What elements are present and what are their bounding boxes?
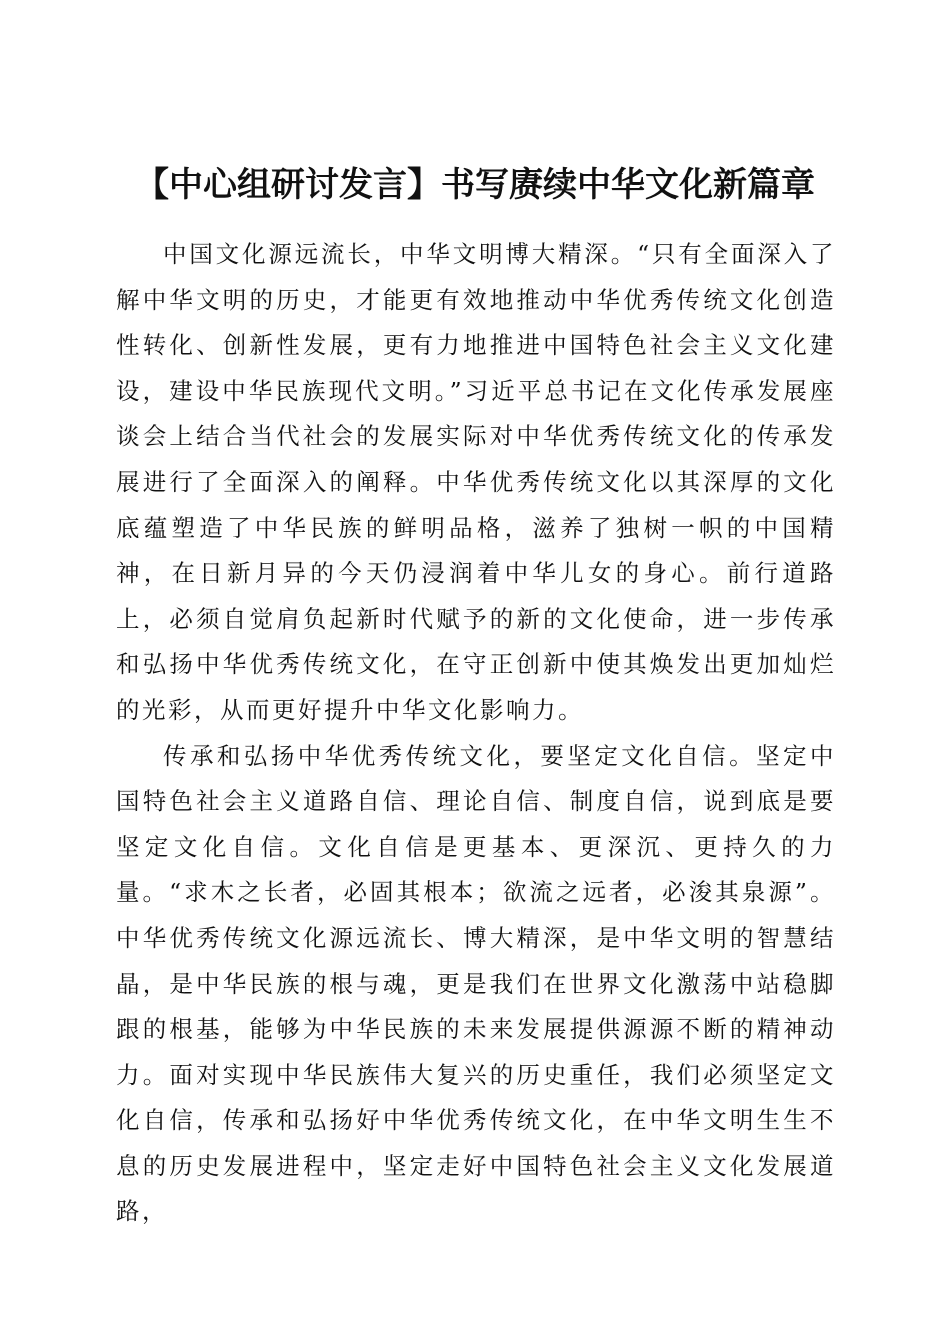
paragraph-1: 中国文化源远流长，中华文明博大精深。“只有全面深入了解中华文明的历史，才能更有效地推动中华优秀传统文化创造性转化、创新性发展，更有力地推进中国特色社会主义文化建设，建设中华民族现代文明。”习近平总书记在文化传承发展座谈会上结合当代社会的发展实际对中华优秀传统文化的传承发展进行了全面深入的阐释。中华优秀传统文化以其深厚的文化底蕴塑造了中华民族的鲜明品格，滋养了独树一帜的中国精神，在日新月异的今天仍浸润着中华儿女的身心。前行道路上，必须自觉肩负起新时代赋予的新的文化使命，进一步传承和弘扬中华优秀传统文化，在守正创新中使其焕发出更加灿烂的光彩，从而更好提升中华文化影响力。 [116,240,836,724]
document-body [116,232,836,1235]
paragraph-2: 传承和弘扬中华优秀传统文化，要坚定文化自信。坚定中国特色社会主义道路自信、理论自信、制度自信，说到底是要坚定文化自信。文化自信是更基本、更深沉、更持久的力量。“求木之长者，必固其根本；欲流之远者，必浚其泉源”。中华优秀传统文化源远流长、博大精深，是中华文明的智慧结晶，是中华民族的根与魂，更是我们在世界文化激荡中站稳脚跟的根基，能够为中华民族的未来发展提供源源不断的精神动力。面对实现中华民族伟大复兴的历史重任，我们必须坚定文化自信，传承和弘扬好中华优秀传统文化，在中华文明生生不息的历史发展进程中，坚定走好中国特色社会主义文化发展道路， [116,741,836,1226]
document-title: 【中心组研讨发言】书写赓续中华文化新篇章 [135,164,815,205]
